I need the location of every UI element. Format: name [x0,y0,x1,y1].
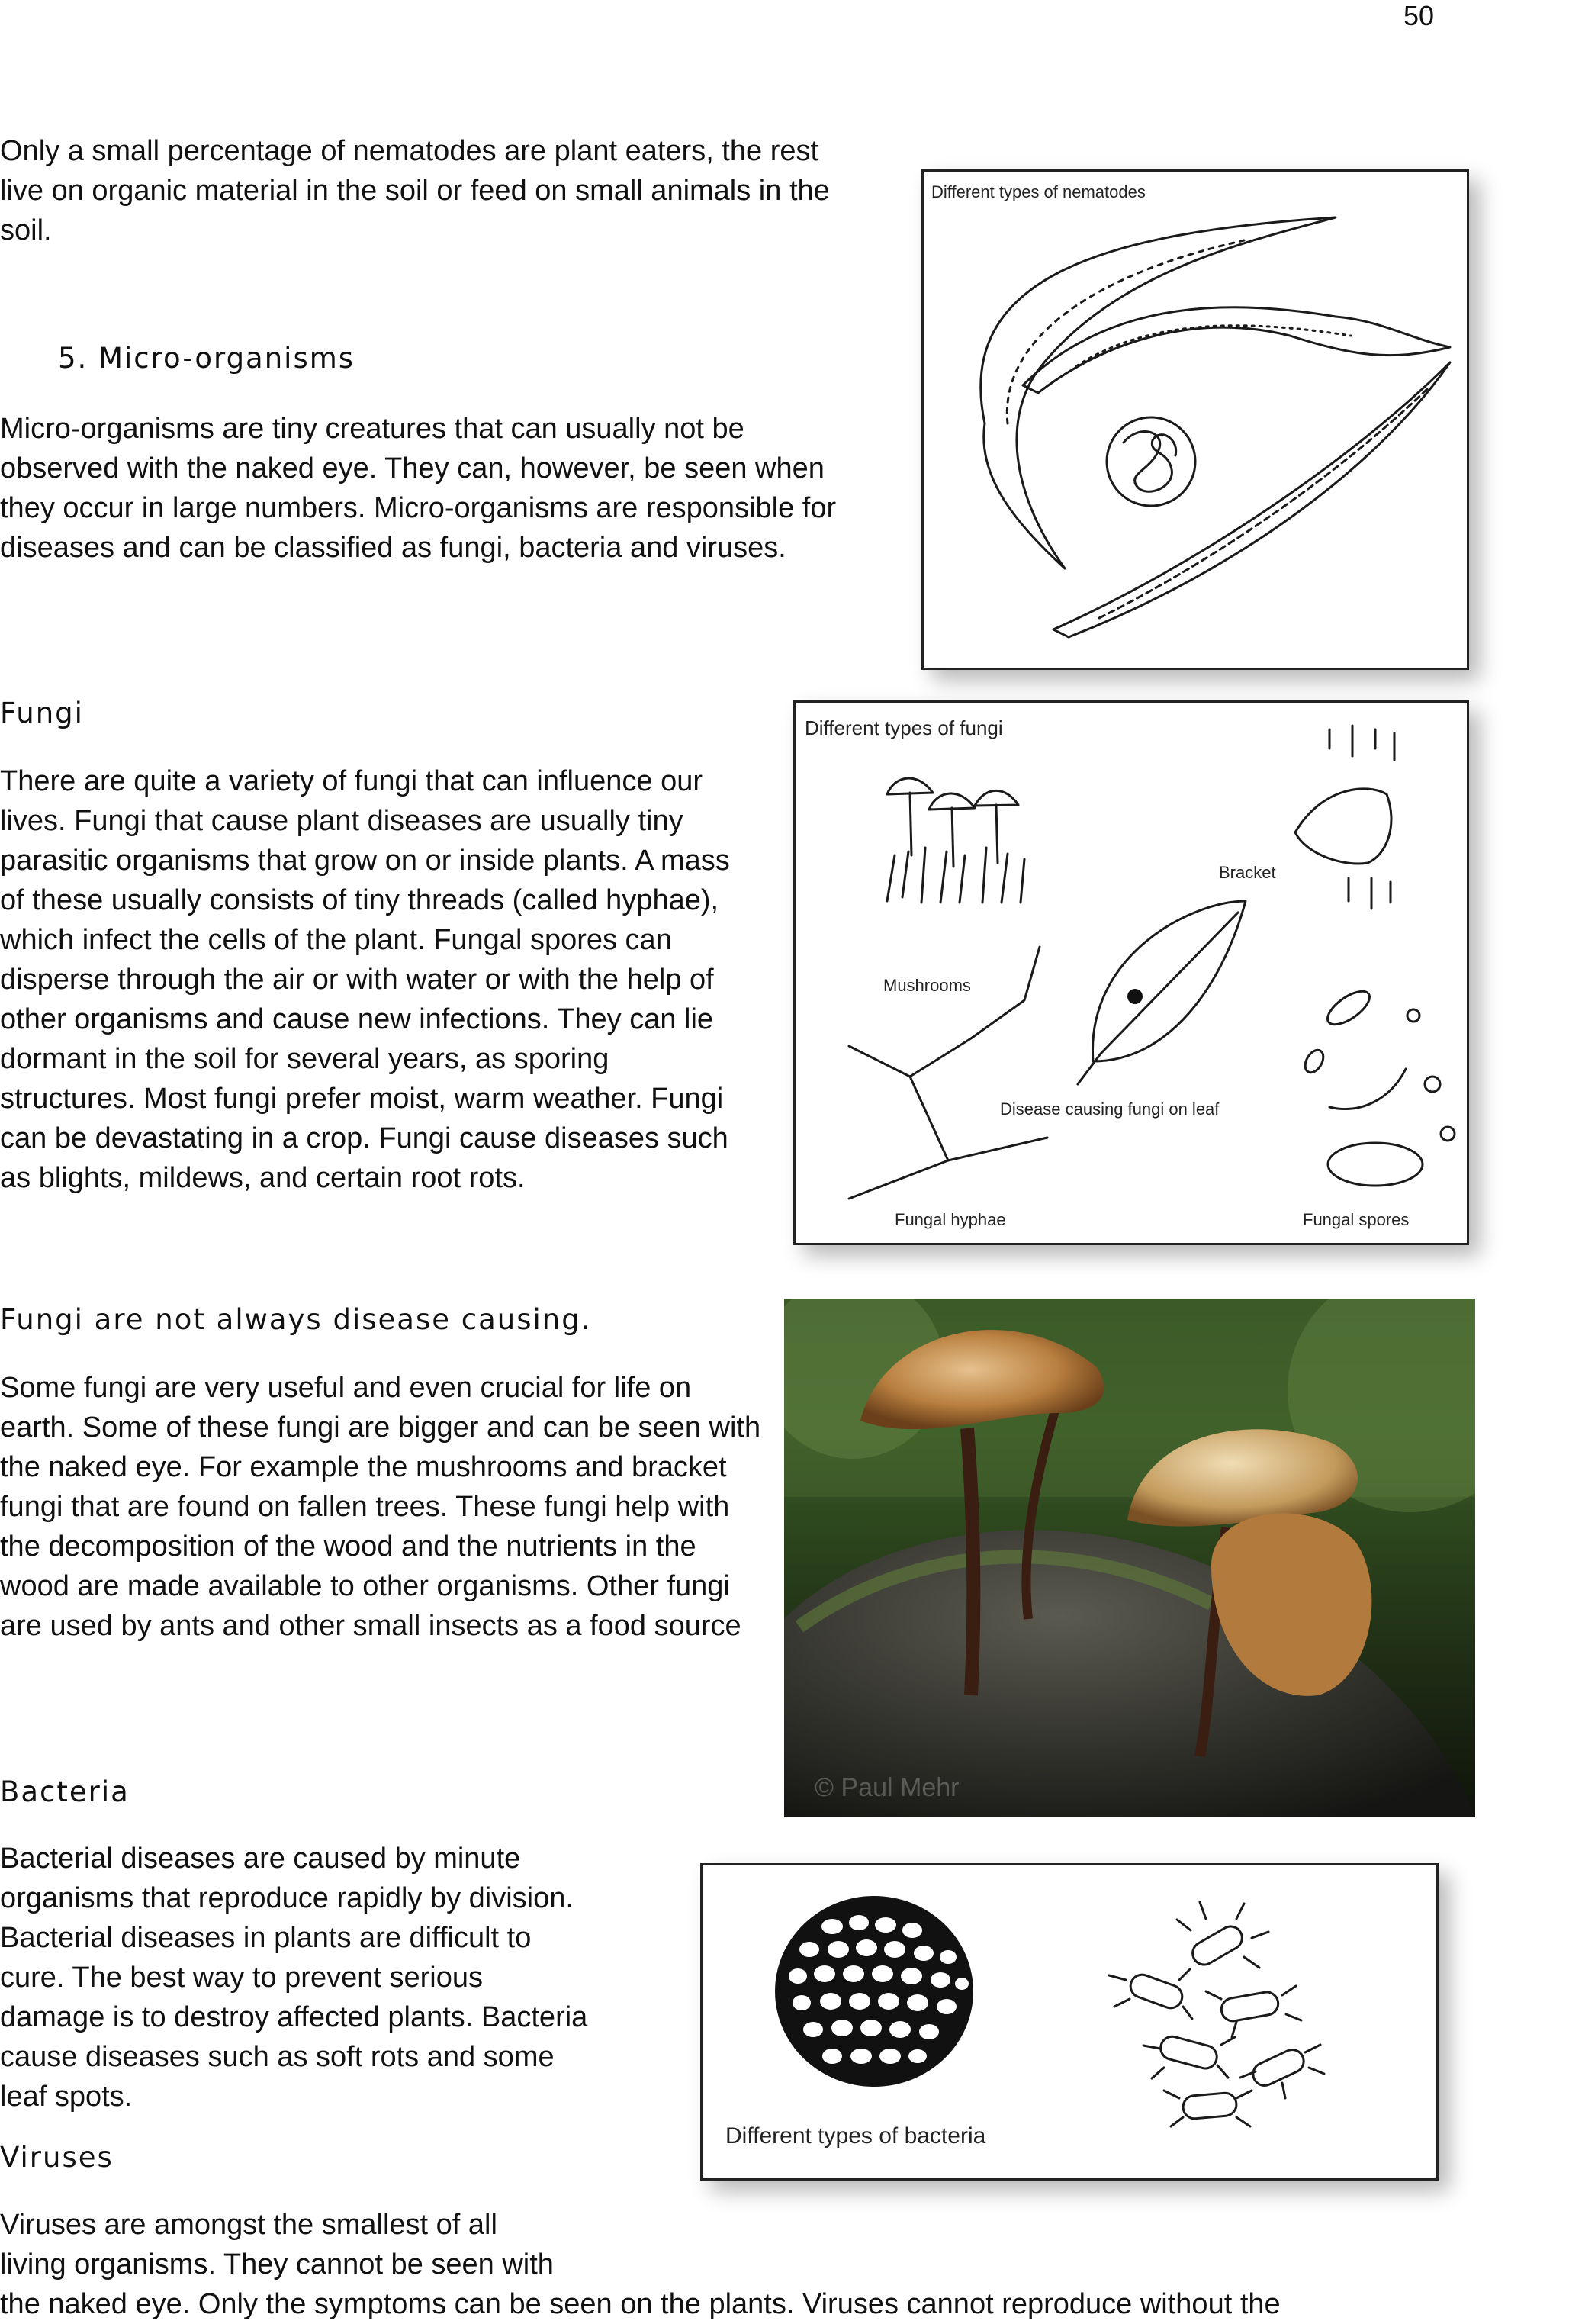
micro-organisms-heading: 5. Micro-organisms [58,342,355,375]
fungi-drawing [796,703,1467,1243]
fungi-useful-heading: Fungi are not always disease causing. [0,1303,592,1336]
fungi-figure [793,700,1469,1245]
mushroom-photo-drawing [784,1299,1475,1817]
nematodes-figure [921,169,1469,670]
intro-paragraph: Only a small percentage of nematodes are plant eaters, the rest live on organic material in the soil or feed on small animals in the soil. [0,135,830,246]
bacteria-heading: Bacteria [0,1775,130,1808]
page-number: 50 [1403,0,1435,31]
fungi-label-bracket: Bracket [1219,863,1276,882]
fungi-figure-title: Different types of fungi [805,716,1003,739]
micro-organisms-paragraph: Micro-organisms are tiny creatures that can usually not be observed with the naked eye. They can, however, be seen when they occur in large numbers. Micro-organisms are responsible for diseases and can be classified as fungi, bacteria and viruses. [0,413,837,564]
nematodes-figure-title: Different types of nematodes [931,182,1146,201]
bacteria-figure-title: Different types of bacteria [725,2123,986,2149]
fungi-label-mushrooms: Mushrooms [883,976,971,995]
fungi-label-spores: Fungal spores [1303,1210,1410,1229]
viruses-line-2: living organisms. They cannot be seen with [0,2248,554,2281]
mushroom-photo [784,1299,1475,1817]
fungi-heading: Fungi [0,697,84,729]
fungi-useful-paragraph: Some fungi are very useful and even crucial for life on earth. Some of these fungi are bigger and can be seen with the naked eye. For example the mushrooms and bracket fungi that are found on fallen trees. These fungi help with the decomposition of the wood and the nutrients in the wood are made available to other organisms. Other fungi are used by ants and other small insects as a food source [0,1372,761,1642]
fungi-label-hyphae: Fungal hyphae [895,1210,1006,1229]
photo-watermark: © Paul Mehr [815,1773,960,1802]
viruses-line-1: Viruses are amongst the smallest of all [0,2209,497,2241]
nematodes-drawing [924,172,1467,668]
viruses-line-3: the naked eye. Only the symptoms can be seen on the plants. Viruses cannot reproduce without the [0,2288,1281,2320]
bacteria-figure [700,1863,1439,2181]
bacteria-drawing [703,1865,1436,2178]
viruses-paragraph [0,2205,1526,2324]
fungi-label-leaf: Disease causing fungi on leaf [1000,1099,1220,1119]
viruses-heading: Viruses [0,2141,114,2174]
fungi-paragraph: There are quite a variety of fungi that can influence our lives. Fungi that cause plant diseases are usually tiny parasitic organisms that grow on or inside plants. A mass of these usually consists of tiny threads (called hyphae), which infect the cells of the plant. Fungal spores can disperse through the air or with water or with the help of other organisms and cause new infections. They can lie dormant in the soil for several years, as sporing structures. Most fungi prefer moist, warm weather. Fungi can be devastating in a crop. Fungi cause diseases such as blights, mildews, and certain root rots. [0,765,730,1194]
bacteria-paragraph: Bacterial diseases are caused by minute organisms that reproduce rapidly by division. Bacterial diseases in plants are difficult to cure. The best way to prevent serious damage is to destroy affected plants. Bacteria cause diseases such as soft rots and some leaf spots. [0,1843,588,2113]
